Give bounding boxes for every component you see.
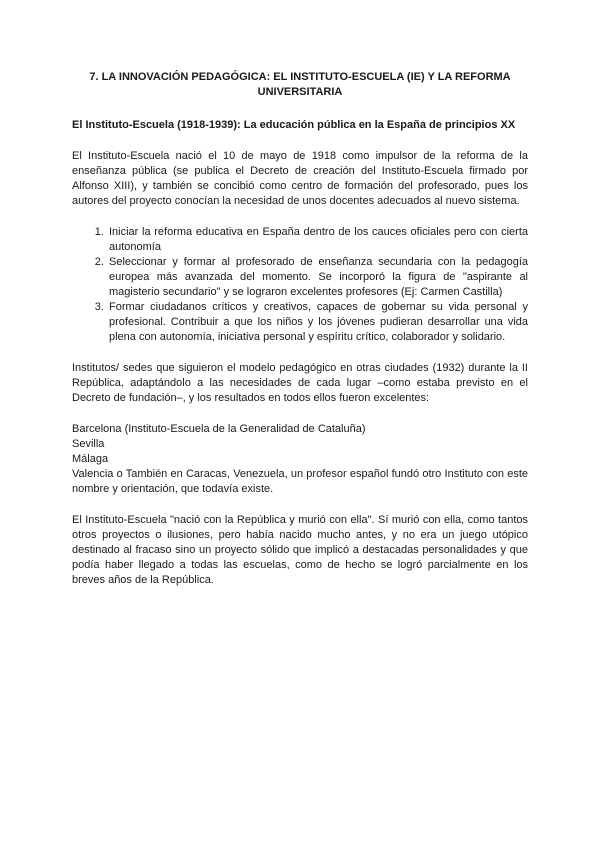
list-item: 3. Formar ciudadanos críticos y creativos, capaces de gobernar su vida personal y profesional. Contribuir a que los niños y los jóvenes pudieran desarrollar una vida plena con autonomía, iniciativa personal y espíritu crítico, colaborador y solidario. xyxy=(107,300,528,345)
place-item: Barcelona (Instituto-Escuela de la Generalidad de Cataluña) xyxy=(72,423,366,435)
goals-list xyxy=(72,225,528,345)
places-list xyxy=(72,422,528,497)
section-subtitle: El Instituto-Escuela (1918-1939): La educación pública en la España de principios XX xyxy=(72,119,516,131)
list-item: 2. Seleccionar y formar al profesorado de enseñanza secundaria con la pedagogía europea más avanzada del momento. Se incorporó la figura de "aspirante al magisterio secundario" y se lograron excelentes profesores (Ej: Carmen Castilla) xyxy=(107,255,528,300)
place-item: Valencia o También en Caracas, Venezuela, un profesor español fundó otro Instituto con este nombre y orientación, que todavía existe. xyxy=(72,468,528,495)
document-title: 7. LA INNOVACIÓN PEDAGÓGICA: EL INSTITUTO-ESCUELA (IE) Y LA REFORMA UNIVERSITARIA xyxy=(89,71,511,98)
document-page xyxy=(72,70,528,588)
place-item: Málaga xyxy=(72,453,109,465)
place-item: Sevilla xyxy=(72,438,105,450)
closing-paragraph: El Instituto-Escuela "nació con la República y murió con ella". Sí murió con ella, como tantos otros proyectos o ilusiones, pero había nacido mucho antes, y no era un juego utópico destinado al fracaso sino un proyecto sólido que implicó a destacadas personalidades y que podía haber llegado a todas las escuelas, como de hecho se logró parcialmente en los breves años de la República. xyxy=(72,514,528,586)
institutes-paragraph: Institutos/ sedes que siguieron el modelo pedagógico en otras ciudades (1932) durante la II República, adaptándolo a las necesidades de cada lugar –como estaba previsto en el Decreto de fundación–, y los resultados en todos ellos fueron excelentes: xyxy=(72,362,528,404)
intro-paragraph: El Instituto-Escuela nació el 10 de mayo de 1918 como impulsor de la reforma de la enseñanza pública (se publica el Decreto de creación del Instituto-Escuela firmado por Alfonso XIII), y también se concibió como centro de formación del profesorado, pues los autores del proyecto conocían la necesidad de unos docentes adecuados al nuevo sistema. xyxy=(72,150,528,207)
list-item: 1. Iniciar la reforma educativa en España dentro de los cauces oficiales pero con cierta autonomía xyxy=(107,225,528,255)
